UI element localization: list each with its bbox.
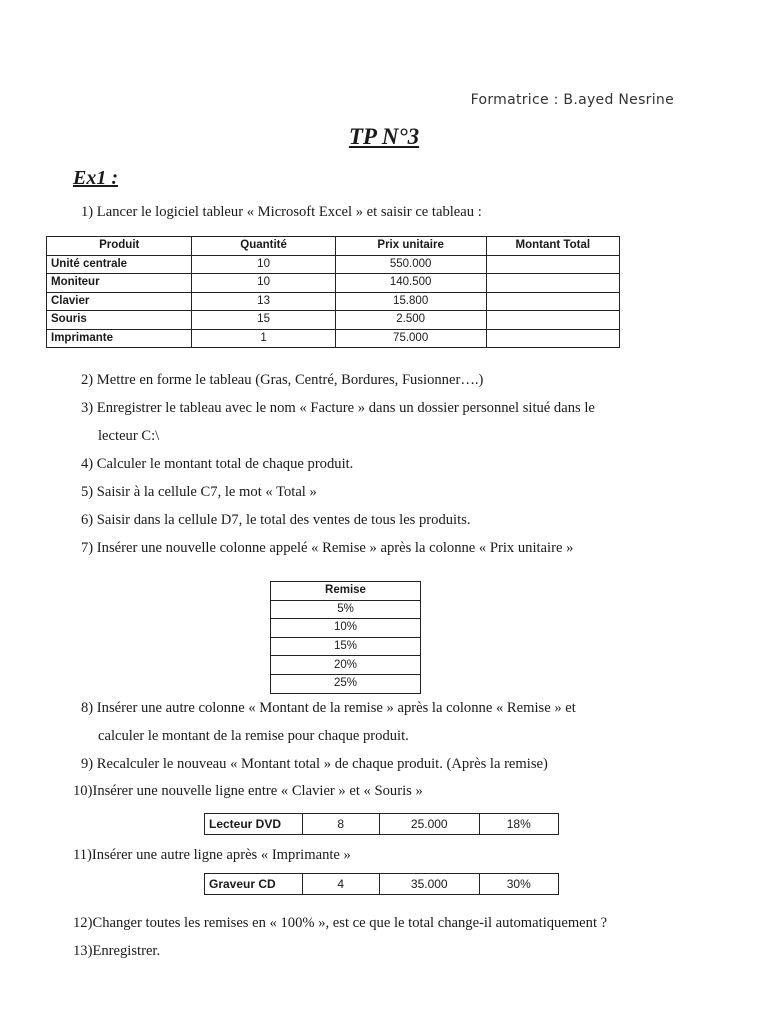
product-table	[46, 236, 620, 348]
price-cell: 140.500	[335, 274, 486, 293]
price-cell: 2.500	[335, 311, 486, 330]
remise-cell: 20%	[271, 656, 421, 675]
product-cell: Unité centrale	[47, 255, 192, 274]
product-cell: Graveur CD	[205, 874, 303, 895]
total-cell	[486, 255, 619, 274]
quantity-cell: 15	[192, 311, 335, 330]
table-row	[47, 311, 620, 330]
dvd-row-table	[204, 813, 559, 835]
page-title	[0, 124, 768, 150]
quantity-cell: 8	[302, 814, 379, 835]
exercise-heading: Ex1 :	[73, 167, 118, 189]
step-8-continued: calculer le montant de la remise pour chaque produit.	[98, 728, 409, 744]
table-row	[47, 274, 620, 293]
step-8: 8) Insérer une autre colonne « Montant de la remise » après la colonne « Remise » et	[81, 700, 576, 716]
step-3: 3) Enregistrer le tableau avec le nom « Facture » dans un dossier personnel situé dans le	[81, 400, 595, 416]
table-header-row	[47, 237, 620, 256]
step-5: 5) Saisir à la cellule C7, le mot « Total »	[81, 484, 317, 500]
product-cell: Moniteur	[47, 274, 192, 293]
table-row	[205, 874, 559, 895]
price-cell: 75.000	[335, 329, 486, 348]
quantity-cell: 10	[192, 255, 335, 274]
remise-cell: 25%	[271, 674, 421, 693]
step-2: 2) Mettre en forme le tableau (Gras, Centré, Bordures, Fusionner….)	[81, 372, 484, 388]
product-cell: Lecteur DVD	[205, 814, 303, 835]
quantity-cell: 13	[192, 292, 335, 311]
remise-cell: 15%	[271, 637, 421, 656]
table-row	[205, 814, 559, 835]
table-header-row	[271, 582, 421, 601]
quantity-cell: 1	[192, 329, 335, 348]
table-row	[47, 329, 620, 348]
price-cell: 35.000	[379, 874, 479, 895]
product-cell: Imprimante	[47, 329, 192, 348]
table-row	[47, 255, 620, 274]
column-header: Prix unitaire	[335, 237, 486, 256]
remise-table	[270, 581, 421, 694]
total-cell	[486, 329, 619, 348]
step-4: 4) Calculer le montant total de chaque produit.	[81, 456, 354, 472]
step-11: 11)Insérer une autre ligne après « Imprimante »	[73, 847, 351, 863]
step-12: 12)Changer toutes les remises en « 100% », est ce que le total change-il automatiquement ?	[73, 915, 608, 931]
quantity-cell: 10	[192, 274, 335, 293]
remise-cell: 10%	[271, 619, 421, 638]
total-cell	[486, 274, 619, 293]
column-header: Produit	[47, 237, 192, 256]
total-cell	[486, 311, 619, 330]
column-header: Remise	[271, 582, 421, 601]
cd-row-table	[204, 873, 559, 895]
remise-cell: 30%	[479, 874, 558, 895]
step-3-continued: lecteur C:\	[98, 428, 160, 444]
quantity-cell: 4	[302, 874, 379, 895]
step-1: 1) Lancer le logiciel tableur « Microsoft Excel » et saisir ce tableau :	[81, 204, 482, 220]
step-13: 13)Enregistrer.	[73, 943, 161, 959]
price-cell: 550.000	[335, 255, 486, 274]
table-row	[271, 674, 421, 693]
title-text: TP N°3	[348, 124, 420, 149]
table-row	[47, 292, 620, 311]
remise-cell: 5%	[271, 600, 421, 619]
step-6: 6) Saisir dans la cellule D7, le total des ventes de tous les produits.	[81, 512, 471, 528]
product-cell: Souris	[47, 311, 192, 330]
table-row	[271, 637, 421, 656]
step-9: 9) Recalculer le nouveau « Montant total » de chaque produit. (Après la remise)	[81, 756, 548, 772]
total-cell	[486, 292, 619, 311]
table-row	[271, 656, 421, 675]
column-header: Quantité	[192, 237, 335, 256]
author-line: Formatrice : B.ayed Nesrine	[470, 92, 674, 108]
column-header: Montant Total	[486, 237, 619, 256]
step-7: 7) Insérer une nouvelle colonne appelé « Remise » après la colonne « Prix unitaire »	[81, 540, 574, 556]
table-row	[271, 619, 421, 638]
product-cell: Clavier	[47, 292, 192, 311]
price-cell: 15.800	[335, 292, 486, 311]
table-row	[271, 600, 421, 619]
step-10: 10)Insérer une nouvelle ligne entre « Clavier » et « Souris »	[73, 783, 423, 799]
price-cell: 25.000	[379, 814, 479, 835]
remise-cell: 18%	[479, 814, 558, 835]
